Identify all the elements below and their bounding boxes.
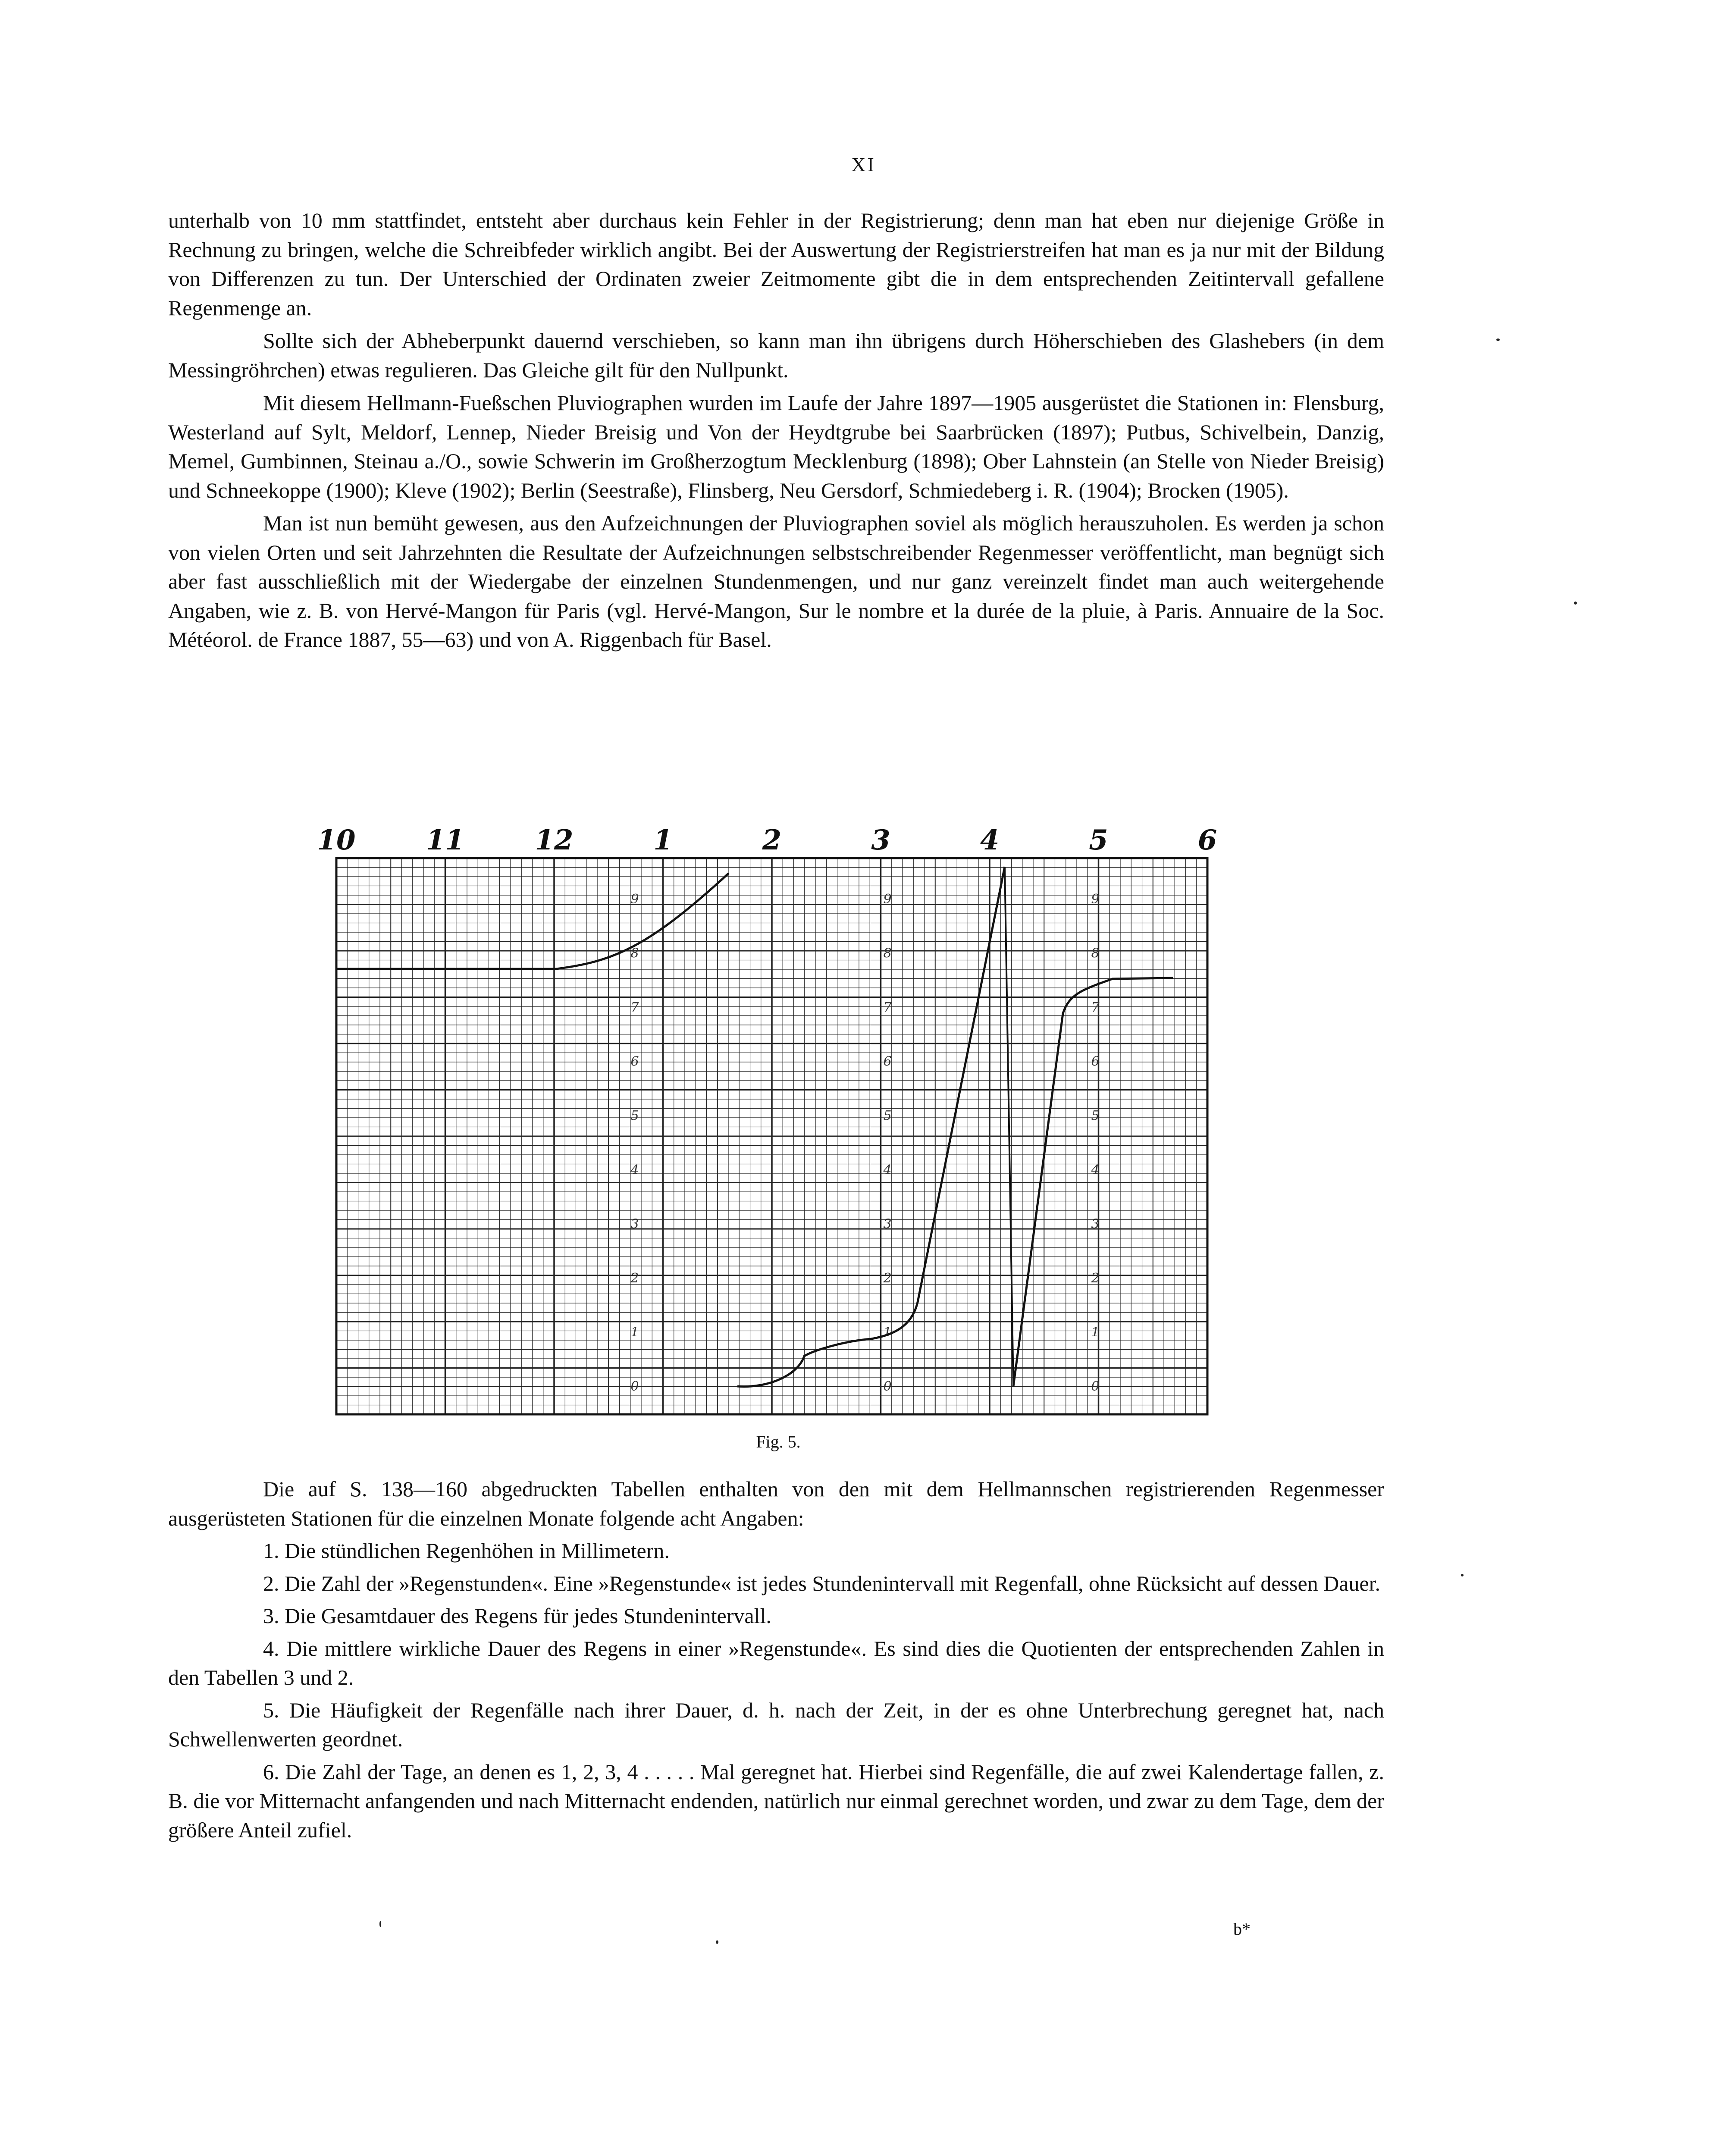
hour-label: 2 (762, 824, 782, 856)
scale-label: 1 (883, 1325, 892, 1340)
list-item: 5. Die Häufigkeit der Regenfälle nach ihrer Dauer, d. h. nach der Zeit, in der es ohne Unterbrechung geregnet hat, nach Schwellenwerten geordnet. (168, 1698, 1384, 1751)
scale-label: 8 (630, 946, 639, 961)
scale-label: 8 (883, 946, 892, 961)
page-number: XI (851, 154, 876, 175)
figure-caption: Fig. 5. (756, 1432, 801, 1451)
signature-mark: b* (1233, 1919, 1251, 1939)
pluviograph-figure (302, 819, 1233, 1445)
hour-label: 11 (426, 824, 465, 856)
scale-label: 1 (630, 1325, 639, 1340)
scale-label: 5 (630, 1108, 639, 1124)
scale-label: 4 (1091, 1162, 1100, 1178)
scan-speck (379, 1921, 381, 1927)
scale-label: 1 (1091, 1325, 1100, 1340)
hour-label: 6 (1197, 824, 1217, 856)
scale-label: 3 (1091, 1216, 1100, 1232)
scan-speck (1496, 338, 1500, 341)
scale-label: 7 (883, 1000, 892, 1015)
pluviograph-record-image (302, 819, 1233, 1445)
scale-label: 6 (630, 1054, 639, 1069)
hour-label: 1 (653, 824, 673, 856)
scale-label: 0 (630, 1379, 639, 1394)
rain-trace (336, 867, 1173, 1387)
scale-label: 6 (883, 1054, 892, 1069)
paragraph: Mit diesem Hellmann-Fueßschen Pluviographen wurden im Laufe der Jahre 1897—1905 ausgerüstet die Stationen in: Flensburg, Westerland auf Sylt, Meldorf, Lennep, Nieder Breisig und Von der Heydtgrube bei Saarbrücken (1897); Putbus, Schivelbein, Danzig, Memel, Gumbinnen, Steinau a./O., sowie Schwerin im Großherzogtum Mecklenburg (1898); Ober Lahnstein (an Stelle von Nieder Breisig) und Schneekoppe (1900); Kleve (1902); Berlin (Seestraße), Flinsberg, Neu Gersdorf, Schmiedeberg i. R. (1904); Brocken (1905). (168, 391, 1384, 502)
scale-label: 2 (1091, 1270, 1100, 1286)
scan-speck (1574, 602, 1577, 605)
paragraph: unterhalb von 10 mm stattfindet, entsteht aber durchaus kein Fehler in der Registrierung; denn man hat eben nur diejenige Größe in Rechnung zu bringen, welche die Schreibfeder wirklich angibt. Bei der Auswertung der Registrierstreifen hat man es ja nur mit der Bildung von Differenzen zu tun. Der Unterschied der Ordinaten zweier Zeitmomente gibt die in dem entsprechenden Zeitintervall gefallene Regenmenge an. (168, 208, 1384, 320)
hour-label: 3 (871, 824, 890, 856)
scale-label: 5 (1091, 1108, 1100, 1124)
list-item: 2. Die Zahl der »Regenstunden«. Eine »Regenstunde« ist jedes Stundenintervall mit Regenfall, ohne Rücksicht auf dessen Dauer. (263, 1571, 1381, 1595)
hour-labels (317, 824, 1217, 856)
hour-label: 12 (535, 824, 574, 856)
grid-paper (336, 858, 1207, 1414)
list-item: 4. Die mittlere wirkliche Dauer des Regens in einer »Regenstunde«. Es sind dies die Quotienten der entsprechenden Zahlen in den Tabellen 3 und 2. (168, 1636, 1384, 1689)
scale-label: 3 (630, 1216, 639, 1232)
scan-speck (716, 1940, 718, 1944)
pen-return-line (1005, 867, 1013, 1386)
scale-label: 5 (883, 1108, 892, 1124)
scale-label: 6 (1091, 1054, 1100, 1069)
scale-label: 9 (1091, 892, 1100, 907)
scale-label: 4 (883, 1162, 892, 1178)
list-item: 6. Die Zahl der Tage, an denen es 1, 2, 3, 4 . . . . . Mal geregnet hat. Hierbei sind Regenfälle, die auf zwei Kalendertage fallen, z. B. die vor Mitternacht anfangenden und nach Mitternacht endenden, natürlich nur einmal gerechnet worden, und zwar zu dem Tage, dem der größere Anteil zufiel. (168, 1759, 1384, 1842)
hour-label: 10 (317, 824, 356, 856)
body-text-bottom (168, 1475, 1384, 1848)
scale-label: 2 (883, 1270, 892, 1286)
scale-label: 3 (883, 1216, 892, 1232)
body-text-top (168, 206, 1384, 658)
scale-label: 7 (1091, 1000, 1100, 1015)
list-item: 3. Die Gesamtdauer des Regens für jedes Stundenintervall. (263, 1604, 771, 1628)
paragraph: Sollte sich der Abheberpunkt dauernd verschieben, so kann man ihn übrigens durch Höherschieben des Glashebers (in dem Messingröhrchen) etwas regulieren. Das Gleiche gilt für den Nullpunkt. (168, 329, 1384, 382)
list-item: 1. Die stündlichen Regenhöhen in Millimetern. (263, 1539, 670, 1563)
scale-label: 0 (883, 1379, 892, 1394)
trace-segment-2 (737, 867, 1005, 1387)
paragraph: Man ist nun bemüht gewesen, aus den Aufzeichnungen der Pluviographen soviel als möglich herauszuholen. Es werden ja schon von vielen Orten und seit Jahrzehnten die Resultate der Aufzeichnungen selbstschreibender Regenmesser veröffentlicht, man begnügt sich aber fast ausschließlich mit der Wiedergabe der einzelnen Stundenmengen, und nur ganz vereinzelt findet man auch weitergehende Angaben, wie z. B. von Hervé-Mangon für Paris (vgl. Hervé-Mangon, Sur le nombre et la durée de la pluie, à Paris. Annuaire de la Soc. Météorol. de France 1887, 55—63) und von A. Riggenbach für Basel. (168, 511, 1384, 652)
scale-label: 9 (883, 892, 892, 907)
scale-label: 7 (630, 1000, 639, 1015)
scale-label: 8 (1091, 946, 1100, 961)
scan-speck (1461, 1574, 1464, 1576)
scale-label: 2 (630, 1270, 639, 1286)
scale-label: 0 (1091, 1379, 1100, 1394)
hour-label: 4 (980, 824, 1000, 856)
scale-label: 4 (630, 1162, 639, 1178)
scale-labels (630, 892, 1100, 1394)
paragraph: Die auf S. 138—160 abgedruckten Tabellen enthalten von den mit dem Hellmannschen registrierenden Regenmesser ausgerüsteten Stationen für die einzelnen Monate folgende acht Angaben: (168, 1477, 1384, 1530)
scale-label: 9 (630, 892, 639, 907)
hour-label: 5 (1089, 824, 1108, 856)
